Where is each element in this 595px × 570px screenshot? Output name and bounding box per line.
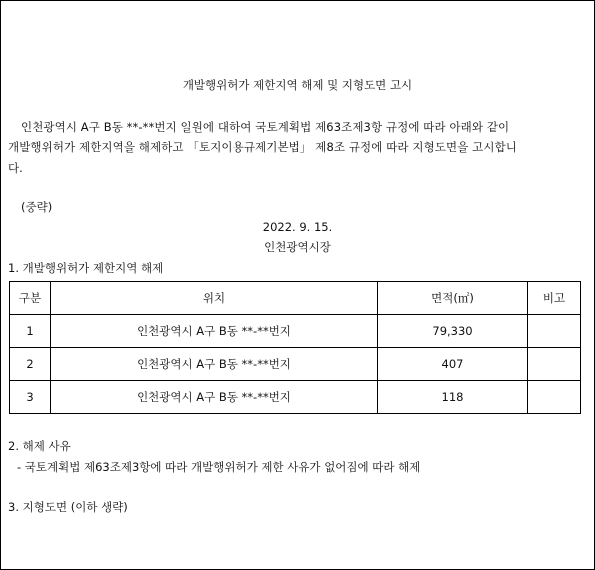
release-area-table — [9, 281, 581, 414]
header-division: 구분 — [10, 282, 51, 315]
cell-location: 인천광역시 A구 B동 **-**번지 — [51, 381, 378, 414]
header-location: 위치 — [51, 282, 378, 315]
notice-date: 2022. 9. 15. — [262, 220, 333, 234]
body-text-line-1: 인천광역시 A구 B동 **-**번지 일원에 대하여 국토계획법 제63조제3항 규정에 따라 아래와 같이 — [21, 120, 510, 134]
header-remarks: 비고 — [528, 282, 581, 315]
body-text-line-3: 다. — [8, 161, 23, 175]
abridged-note: (중략) — [21, 200, 53, 214]
cell-remarks — [528, 348, 581, 381]
release-reason: - 국토계획법 제63조제3항에 따라 개발행위허가 제한 사유가 없어짐에 따라 해제 — [17, 460, 421, 474]
cell-remarks — [528, 381, 581, 414]
body-text-line-2: 개발행위허가 제한지역을 해제하고 「토지이용규제기본법」 제8조 규정에 따라 지형도면을 고시합니 — [8, 140, 518, 154]
header-area: 면적(㎡) — [378, 282, 528, 315]
cell-remarks — [528, 315, 581, 348]
table-row — [10, 348, 581, 381]
notice-title: 개발행위허가 제한지역 해제 및 지형도면 고시 — [182, 78, 413, 92]
section-2-heading: 2. 해제 사유 — [8, 439, 71, 453]
table-row — [10, 381, 581, 414]
notice-issuer: 인천광역시장 — [264, 240, 331, 254]
cell-location: 인천광역시 A구 B동 **-**번지 — [51, 348, 378, 381]
cell-area: 118 — [378, 381, 528, 414]
table-header-row — [10, 282, 581, 315]
cell-area: 79,330 — [378, 315, 528, 348]
section-1-heading: 1. 개발행위허가 제한지역 해제 — [8, 261, 164, 275]
cell-division: 3 — [10, 381, 51, 414]
section-3-heading: 3. 지형도면 (이하 생략) — [8, 500, 128, 514]
table-row — [10, 315, 581, 348]
cell-division: 1 — [10, 315, 51, 348]
cell-location: 인천광역시 A구 B동 **-**번지 — [51, 315, 378, 348]
cell-division: 2 — [10, 348, 51, 381]
cell-area: 407 — [378, 348, 528, 381]
